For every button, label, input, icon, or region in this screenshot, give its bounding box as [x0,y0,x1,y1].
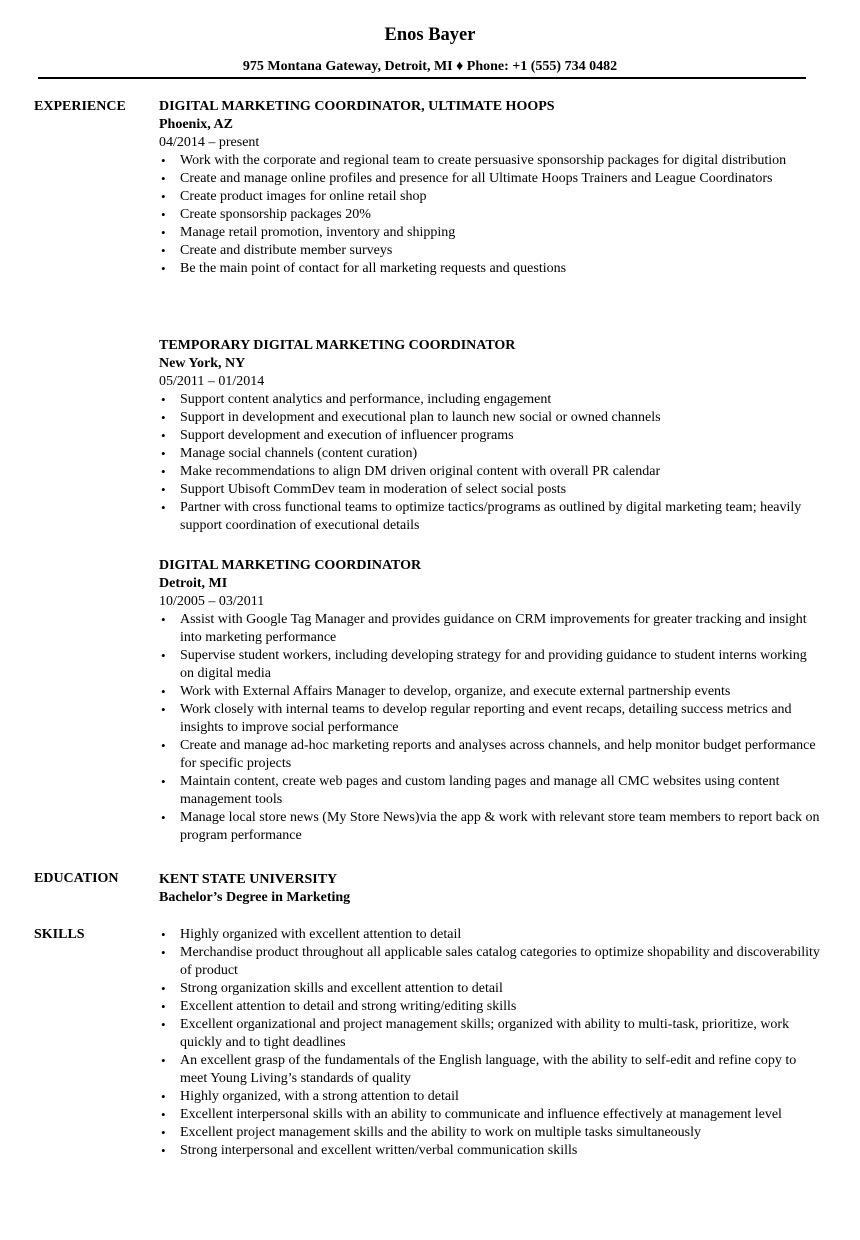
job-entry-3 [159,557,819,845]
skill-item: • Excellent organizational and project management skills; organized with ability to multi-task, prioritize, work quickly and to tight deadlines [159,1016,820,1052]
bullet-item: • Support Ubisoft CommDev team in moderation of select social posts [159,481,820,499]
skill-item: • Excellent attention to detail and strong writing/editing skills [159,998,820,1016]
job-title: DIGITAL MARKETING COORDINATOR, ULTIMATE HOOPS [159,99,555,114]
contact-line: 975 Montana Gateway, Detroit, MI ♦ Phone: +1 (555) 734 0482 [242,59,618,74]
bullet-item: • Supervise student workers, including developing strategy for and providing guidance to student interns working on digital media [159,647,820,683]
job-title: TEMPORARY DIGITAL MARKETING COORDINATOR [159,338,516,353]
skills-list-wrapper [159,926,819,1160]
job-entry-1 [159,98,819,278]
bullet-item: • Assist with Google Tag Manager and provides guidance on CRM improvements for greater tracking and insight into marketing performance [159,611,820,647]
header-divider [38,77,806,79]
bullet-item: • Make recommendations to align DM driven original content with overall PR calendar [159,463,820,481]
skill-item: • Strong organization skills and excellent attention to detail [159,980,820,998]
bullet-item: • Create sponsorship packages 20% [159,206,820,224]
bullet-item: • Maintain content, create web pages and custom landing pages and manage all CMC websites using content management tools [159,773,820,809]
skills-heading: SKILLS [34,927,85,942]
degree: Bachelor’s Degree in Marketing [159,890,351,905]
skills-list [159,926,819,1160]
education-heading: EDUCATION [34,871,119,886]
job-bullets [159,611,819,845]
job-dates: 05/2011 – 01/2014 [159,374,265,389]
bullet-item: • Support content analytics and performance, including engagement [159,391,820,409]
bullet-item: • Be the main point of contact for all marketing requests and questions [159,260,820,278]
job-location: New York, NY [159,356,246,371]
bullet-item: • Create product images for online retail shop [159,188,820,206]
bullet-item: • Create and manage online profiles and presence for all Ultimate Hoops Trainers and League Coordinators [159,170,820,188]
job-bullets [159,391,819,535]
job-title: DIGITAL MARKETING COORDINATOR [159,558,422,573]
bullet-item: • Create and manage ad-hoc marketing reports and analyses across channels, and help monitor budget performance for specific projects [159,737,820,773]
job-entry-2 [159,337,819,535]
candidate-name: Enos Bayer [384,25,476,45]
job-dates: 04/2014 – present [159,135,260,150]
job-location: Detroit, MI [159,576,228,591]
skill-item: • Excellent project management skills and the ability to work on multiple tasks simultaneously [159,1124,820,1142]
skill-item: • Strong interpersonal and excellent written/verbal communication skills [159,1142,820,1160]
job-bullets [159,152,819,278]
bullet-item: • Work with External Affairs Manager to develop, organize, and execute external partnership events [159,683,820,701]
skill-item: • Merchandise product throughout all applicable sales catalog categories to optimize shopability and discoverability of product [159,944,820,980]
job-location: Phoenix, AZ [159,117,233,132]
skill-item: • Excellent interpersonal skills with an ability to communicate and influence effectively at management level [159,1106,820,1124]
bullet-item: • Work with the corporate and regional team to create persuasive sponsorship packages for digital distribution [159,152,820,170]
bullet-item: • Manage retail promotion, inventory and shipping [159,224,820,242]
bullet-item: • Manage local store news (My Store News)via the app & work with relevant store team members to report back on program performance [159,809,820,845]
skill-item: • Highly organized with excellent attention to detail [159,926,820,944]
bullet-item: • Support in development and executional plan to launch new social or owned channels [159,409,820,427]
bullet-item: • Work closely with internal teams to develop regular reporting and event recaps, detailing success metrics and insights to improve social performance [159,701,820,737]
bullet-item: • Manage social channels (content curation) [159,445,820,463]
skill-item: • Highly organized, with a strong attention to detail [159,1088,820,1106]
bullet-item: • Partner with cross functional teams to optimize tactics/programs as outlined by digital marketing team; heavily support coordination of executional details [159,499,820,535]
bullet-item: • Support development and execution of influencer programs [159,427,820,445]
education-entry [159,871,819,907]
skill-item: • An excellent grasp of the fundamentals of the English language, with the ability to self-edit and refine copy to meet Young Living’s standards of quality [159,1052,820,1088]
bullet-item: • Create and distribute member surveys [159,242,820,260]
experience-heading: EXPERIENCE [34,99,126,114]
school-name: KENT STATE UNIVERSITY [159,872,338,887]
job-dates: 10/2005 – 03/2011 [159,594,265,609]
